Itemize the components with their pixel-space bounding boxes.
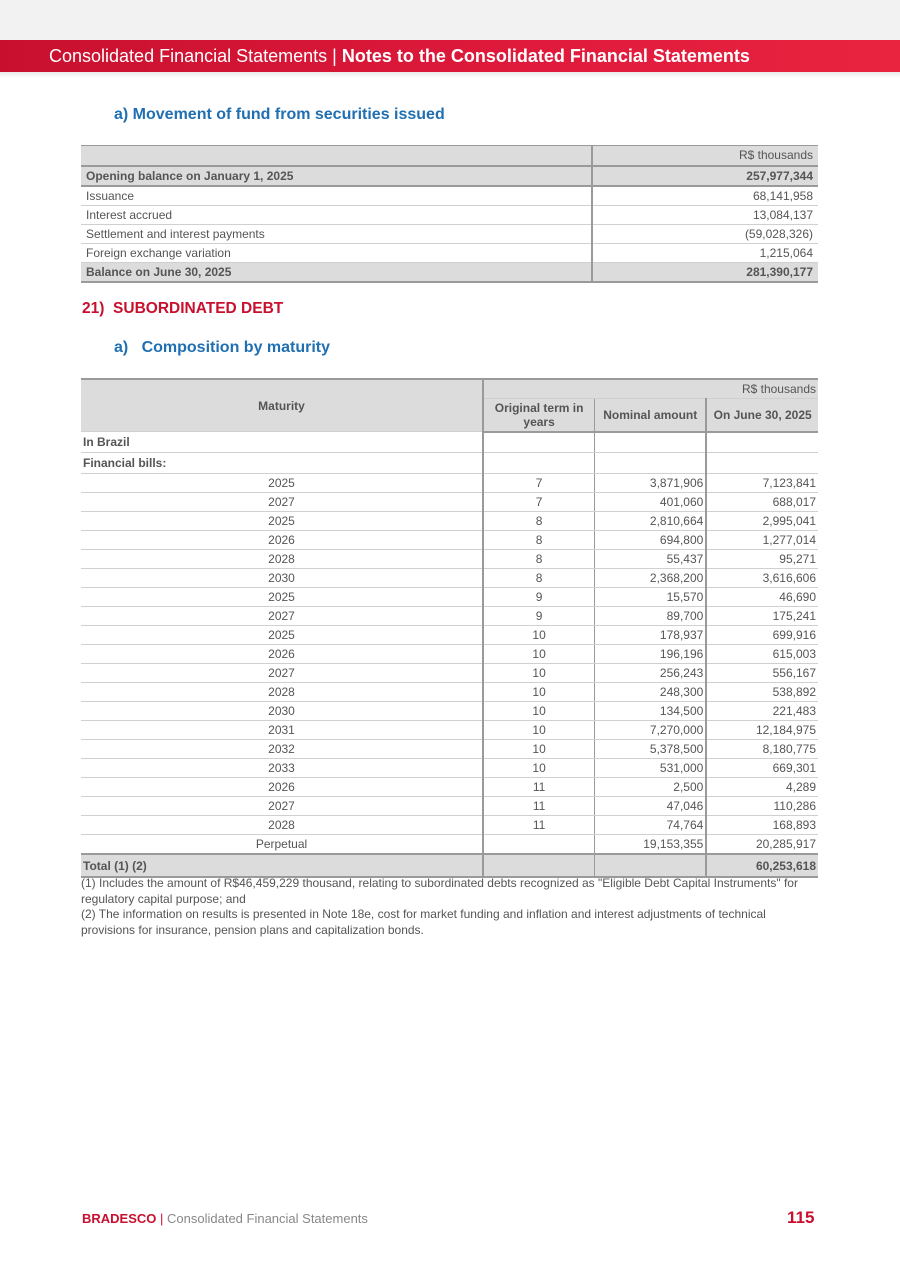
maturity-cell: 2028 (81, 683, 483, 702)
maturity-cell: 2032 (81, 740, 483, 759)
page-number: 115 (787, 1208, 815, 1227)
movement-row-value: 13,084,137 (592, 205, 818, 224)
nominal-cell: 19,153,355 (595, 835, 707, 855)
maturity-row (81, 835, 818, 855)
maturity-cell: 2026 (81, 531, 483, 550)
june-value-cell: 1,277,014 (706, 531, 818, 550)
maturity-row (81, 721, 818, 740)
maturity-cell: 2027 (81, 797, 483, 816)
movement-row-label: Balance on June 30, 2025 (81, 262, 592, 282)
maturity-cell: 2025 (81, 588, 483, 607)
maturity-cell: 2026 (81, 778, 483, 797)
maturity-row (81, 512, 818, 531)
maturity-row (81, 569, 818, 588)
page-header-banner (0, 40, 900, 72)
nominal-cell: 7,270,000 (595, 721, 707, 740)
section-title: SUBORDINATED DEBT (113, 300, 284, 317)
maturity-cell: 2028 (81, 816, 483, 835)
term-cell: 10 (483, 759, 595, 778)
maturity-cell: 2025 (81, 626, 483, 645)
nominal-cell: 531,000 (595, 759, 707, 778)
june-value-cell: 538,892 (706, 683, 818, 702)
nominal-cell: 2,500 (595, 778, 707, 797)
nominal-cell: 401,060 (595, 493, 707, 512)
composition-heading-letter: a) (114, 339, 129, 356)
nominal-cell: 3,871,906 (595, 474, 707, 493)
col-header-june: On June 30, 2025 (706, 399, 818, 432)
term-cell: 10 (483, 626, 595, 645)
maturity-row (81, 740, 818, 759)
june-value-cell: 20,285,917 (706, 835, 818, 855)
june-value-cell: 8,180,775 (706, 740, 818, 759)
maturity-cell: 2031 (81, 721, 483, 740)
section-number: 21) (82, 300, 105, 317)
nominal-cell: 15,570 (595, 588, 707, 607)
movement-row (81, 224, 818, 243)
movement-unit-label: R$ thousands (592, 146, 818, 166)
total-nominal-cell (595, 854, 707, 877)
col-header-maturity: Maturity (81, 379, 483, 432)
june-value-cell: 221,483 (706, 702, 818, 721)
movement-row-value: 1,215,064 (592, 243, 818, 262)
movement-row-label: Opening balance on January 1, 2025 (81, 166, 592, 186)
june-value-cell: 95,271 (706, 550, 818, 569)
composition-heading-text: Composition by maturity (141, 339, 331, 356)
composition-unit-label: R$ thousands (483, 379, 818, 399)
maturity-row (81, 664, 818, 683)
term-cell: 10 (483, 702, 595, 721)
term-cell: 10 (483, 664, 595, 683)
nominal-cell: 74,764 (595, 816, 707, 835)
total-label: Total (1) (2) (81, 854, 483, 877)
term-cell: 10 (483, 721, 595, 740)
section-row-brazil (81, 432, 818, 453)
total-term-cell (483, 854, 595, 877)
maturity-row (81, 797, 818, 816)
nominal-cell: 248,300 (595, 683, 707, 702)
maturity-row (81, 645, 818, 664)
june-value-cell: 168,893 (706, 816, 818, 835)
june-value-cell: 615,003 (706, 645, 818, 664)
header-title-bold: Notes to the Consolidated Financial Statements (341, 46, 750, 66)
footnotes (81, 876, 821, 938)
term-cell: 10 (483, 740, 595, 759)
footnote-2: (2) The information on results is presented in Note 18e, cost for market funding and inflation and interest adjustments of technical provisions for insurance, pension plans and capitalization bonds. (81, 907, 766, 937)
top-strip (0, 0, 900, 40)
june-value-cell: 2,995,041 (706, 512, 818, 531)
june-value-cell: 669,301 (706, 759, 818, 778)
nominal-cell: 196,196 (595, 645, 707, 664)
june-value-cell: 699,916 (706, 626, 818, 645)
maturity-row (81, 531, 818, 550)
movement-heading: a) Movement of fund from securities issued (114, 106, 445, 123)
movement-row (81, 205, 818, 224)
maturity-row (81, 683, 818, 702)
maturity-cell: 2026 (81, 645, 483, 664)
term-cell: 8 (483, 531, 595, 550)
movement-unit-row (81, 146, 818, 166)
movement-row-label: Foreign exchange variation (81, 243, 592, 262)
term-cell: 7 (483, 493, 595, 512)
movement-row-value: 281,390,177 (592, 262, 818, 282)
june-value-cell: 4,289 (706, 778, 818, 797)
maturity-cell: 2027 (81, 664, 483, 683)
movement-row-label: Settlement and interest payments (81, 224, 592, 243)
maturity-cell: 2030 (81, 702, 483, 721)
movement-row-label: Interest accrued (81, 205, 592, 224)
maturity-row (81, 816, 818, 835)
june-value-cell: 46,690 (706, 588, 818, 607)
nominal-cell: 47,046 (595, 797, 707, 816)
nominal-cell: 694,800 (595, 531, 707, 550)
movement-row-value: 68,141,958 (592, 186, 818, 206)
movement-table (81, 145, 818, 283)
movement-row (81, 186, 818, 206)
june-value-cell: 110,286 (706, 797, 818, 816)
june-value-cell: 556,167 (706, 664, 818, 683)
term-cell: 10 (483, 683, 595, 702)
nominal-cell: 256,243 (595, 664, 707, 683)
maturity-cell: 2033 (81, 759, 483, 778)
term-cell: 11 (483, 778, 595, 797)
maturity-cell: 2025 (81, 474, 483, 493)
section-row-financial-bills (81, 453, 818, 474)
movement-row-label: Issuance (81, 186, 592, 206)
section-label-brazil: In Brazil (81, 432, 483, 453)
term-cell: 11 (483, 797, 595, 816)
composition-unit-row (81, 379, 818, 399)
maturity-cell: 2030 (81, 569, 483, 588)
nominal-cell: 89,700 (595, 607, 707, 626)
col-header-nominal: Nominal amount (595, 399, 707, 432)
composition-heading (114, 339, 330, 357)
nominal-cell: 5,378,500 (595, 740, 707, 759)
maturity-row (81, 607, 818, 626)
term-cell: 7 (483, 474, 595, 493)
section-heading (82, 300, 283, 318)
total-row (81, 854, 818, 877)
nominal-cell: 2,368,200 (595, 569, 707, 588)
maturity-cell: 2027 (81, 607, 483, 626)
footer-separator: | (156, 1211, 168, 1226)
maturity-cell: Perpetual (81, 835, 483, 855)
footer (82, 1211, 368, 1226)
maturity-row (81, 778, 818, 797)
june-value-cell: 12,184,975 (706, 721, 818, 740)
footer-text: Consolidated Financial Statements (167, 1211, 368, 1226)
movement-row-value: 257,977,344 (592, 166, 818, 186)
maturity-row (81, 588, 818, 607)
term-cell: 8 (483, 550, 595, 569)
movement-row (81, 243, 818, 262)
movement-row (81, 262, 818, 282)
term-cell: 10 (483, 645, 595, 664)
nominal-cell: 178,937 (595, 626, 707, 645)
composition-table (81, 378, 818, 878)
maturity-row (81, 626, 818, 645)
footer-brand: BRADESCO (82, 1211, 157, 1226)
term-cell: 9 (483, 607, 595, 626)
june-value-cell: 688,017 (706, 493, 818, 512)
section-label-financial-bills: Financial bills: (81, 453, 483, 474)
june-value-cell: 175,241 (706, 607, 818, 626)
maturity-cell: 2028 (81, 550, 483, 569)
nominal-cell: 2,810,664 (595, 512, 707, 531)
banner-shadow (0, 72, 900, 78)
nominal-cell: 134,500 (595, 702, 707, 721)
term-cell (483, 835, 595, 855)
maturity-row (81, 702, 818, 721)
june-value-cell: 3,616,606 (706, 569, 818, 588)
maturity-row (81, 493, 818, 512)
term-cell: 8 (483, 569, 595, 588)
maturity-row (81, 759, 818, 778)
movement-row (81, 166, 818, 186)
term-cell: 11 (483, 816, 595, 835)
maturity-cell: 2027 (81, 493, 483, 512)
total-value: 60,253,618 (706, 854, 818, 877)
col-header-term: Original term in years (483, 399, 595, 432)
maturity-cell: 2025 (81, 512, 483, 531)
nominal-cell: 55,437 (595, 550, 707, 569)
movement-row-value: (59,028,326) (592, 224, 818, 243)
footnote-1: (1) Includes the amount of R$46,459,229 thousand, relating to subordinated debts recognized as "Eligible Debt Capital Instruments" for regulatory capital purpose; and (81, 876, 798, 906)
maturity-row (81, 474, 818, 493)
term-cell: 9 (483, 588, 595, 607)
maturity-row (81, 550, 818, 569)
header-title-prefix: Consolidated Financial Statements | (49, 46, 342, 66)
term-cell: 8 (483, 512, 595, 531)
june-value-cell: 7,123,841 (706, 474, 818, 493)
